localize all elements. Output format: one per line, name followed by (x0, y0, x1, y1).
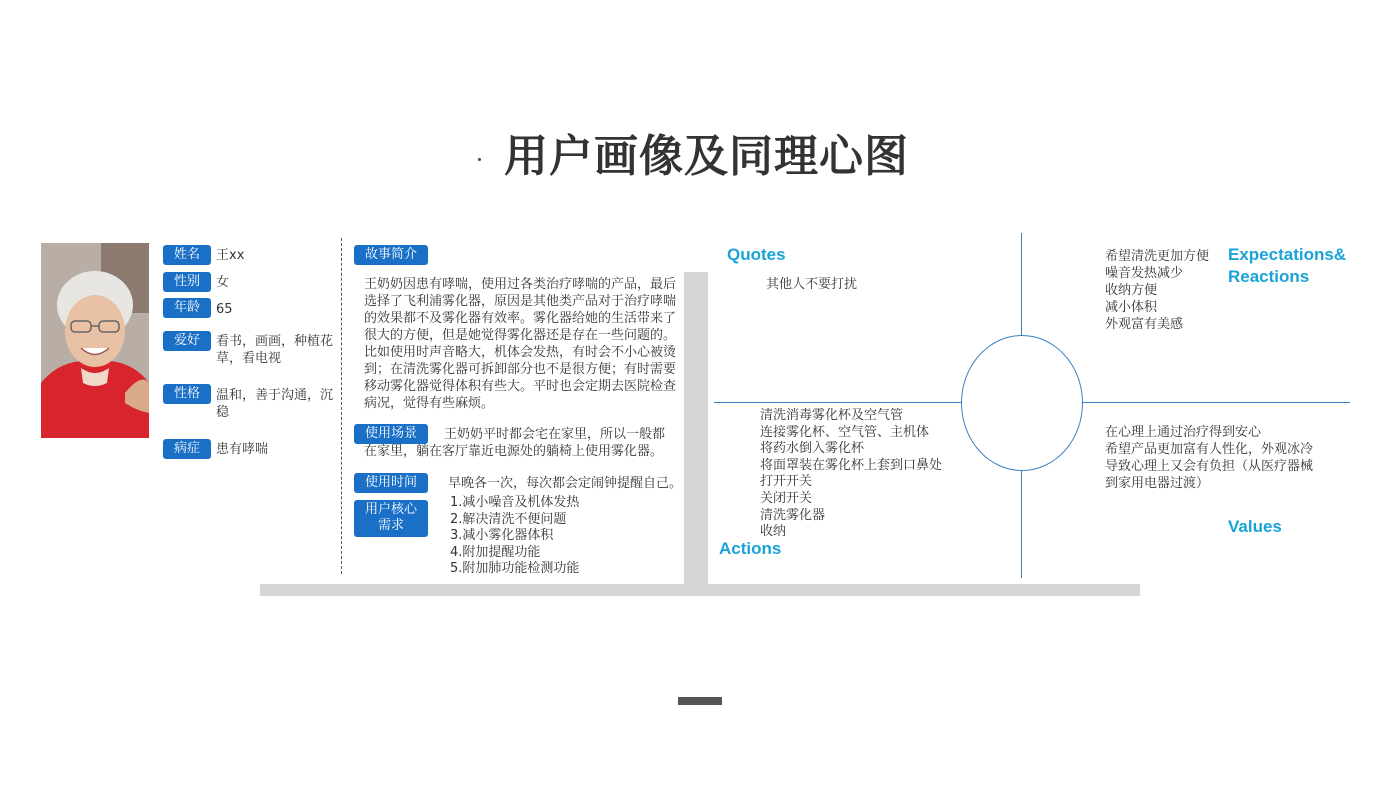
expectations-label-line2: Reactions (1228, 267, 1310, 286)
time-label: 使用时间 (354, 473, 428, 493)
list-item: 清洗雾化器 (760, 507, 826, 523)
divider-bar-horizontal (260, 584, 1140, 596)
core-needs-list (450, 495, 680, 578)
list-item: 将面罩装在雾化杯上套到口鼻处 (760, 457, 943, 473)
core-needs-label-line2: 需求 (377, 518, 404, 533)
list-item: 3.减小雾化器体积 (450, 528, 554, 543)
expectations-label (1228, 244, 1346, 288)
personality-value: 温和，善于沟通，沉稳 (216, 388, 334, 420)
expectations-label-line1: Expectations& (1228, 245, 1347, 264)
persona-photo (41, 243, 149, 438)
list-item: 连接雾化杯、空气管、主机体 (760, 424, 930, 440)
scene-text: 王奶奶平时都会宅在家里，所以一般都在家里，躺在客厅靠近电源处的躺椅上使用雾化器。 (364, 427, 666, 459)
list-item: 外观富有美感 (1105, 317, 1184, 332)
actions-label: Actions (719, 539, 782, 558)
quote-item: 其他人不要打扰 (766, 277, 858, 292)
values-list (1105, 424, 1335, 492)
list-item: 在心理上通过治疗得到安心 (1105, 425, 1262, 440)
name-label: 姓名 (163, 245, 211, 265)
list-item: 收纳 (760, 524, 787, 540)
age-label: 年龄 (163, 298, 211, 318)
list-item: 清洗消毒雾化杯及空气管 (760, 408, 904, 423)
title-bullet (478, 158, 481, 161)
gender-value: 女 (216, 275, 230, 290)
slide-indicator (678, 697, 722, 705)
gender-label: 性别 (163, 272, 211, 292)
list-item: 收纳方便 (1105, 283, 1158, 298)
age-value: 65 (216, 302, 233, 317)
elderly-woman-portrait (41, 243, 149, 438)
list-item: 导致心理上又会有负担（从医疗器械 (1105, 459, 1314, 474)
condition-label: 病症 (163, 439, 211, 459)
scene-label: 使用场景 (354, 424, 428, 444)
hobby-label: 爱好 (163, 331, 211, 351)
personality-label: 性格 (163, 384, 211, 404)
page-title: 用户画像及同理心图 (504, 131, 909, 182)
condition-value: 患有哮喘 (216, 442, 269, 457)
list-item: 打开开关 (760, 474, 813, 490)
list-item: 希望清洗更加方便 (1105, 249, 1210, 264)
core-needs-label (354, 500, 428, 537)
values-label: Values (1228, 517, 1282, 536)
list-item: 1.减小噪音及机体发热 (450, 495, 580, 510)
empathy-center-circle (961, 335, 1083, 471)
list-item: 到家用电器过渡） (1105, 476, 1210, 491)
time-text: 早晚各一次，每次都会定闹钟提醒自己。 (448, 476, 683, 491)
actions-list (760, 408, 960, 541)
story-label: 故事简介 (354, 245, 428, 265)
list-item: 减小体积 (1105, 300, 1158, 315)
list-item: 5.附加肺功能检测功能 (450, 561, 580, 576)
list-item: 2.解决清洗不便问题 (450, 511, 567, 527)
divider-bar-vertical (684, 272, 708, 584)
core-needs-label-line1: 用户核心 (364, 502, 417, 517)
list-item: 4.附加提醒功能 (450, 544, 541, 560)
list-item: 将药水倒入雾化杯 (760, 441, 865, 457)
expectations-list (1105, 248, 1225, 333)
quotes-label: Quotes (727, 245, 786, 264)
hobby-value: 看书，画画，种植花草，看电视 (216, 334, 334, 366)
dashed-separator (341, 238, 342, 574)
name-value: 王xx (216, 248, 245, 263)
story-text: 王奶奶因患有哮喘，使用过各类治疗哮喘的产品，最后选择了飞利浦雾化器，原因是其他类产品对于治疗哮喘的效果都不及雾化器有效率。雾化器给她的生活带来了很大的方便，但是她觉得雾化器还是存在一些问题的。比如使用时声音略大，机体会发热，有时会不小心被烫到；在清洗雾化器可拆卸部分也不是很方便；有时需要移动雾化器觉得体积有些大。平时也会定期去医院检查病况，觉得有些麻烦。 (364, 277, 677, 411)
list-item: 噪音发热减少 (1105, 266, 1184, 281)
list-item: 关闭开关 (760, 490, 813, 506)
list-item: 希望产品更加富有人性化，外观冰冷 (1105, 442, 1314, 457)
